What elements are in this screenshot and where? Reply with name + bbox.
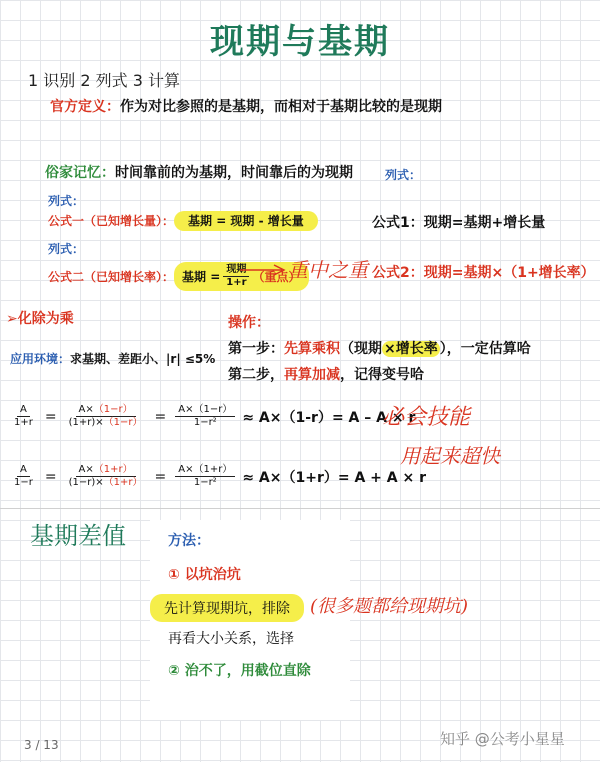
frac-den: 1+r: [226, 277, 247, 288]
method-1: ① 以坑治坑: [168, 567, 241, 583]
folk-line: [45, 162, 353, 182]
folk-label: 俗家记忆：: [45, 165, 115, 181]
definition-text: 作为对比参照的是基期，而相对于基期比较的是现期: [120, 99, 442, 115]
steps-line: 1 识别 2 列式 3 计算: [28, 71, 180, 90]
page-title: 现期与基期: [210, 22, 390, 62]
eq2-f2-den-a: (1−r)×: [68, 477, 104, 488]
formula-two-note: （重点）: [252, 270, 301, 284]
eq1-f2-num-a: A×: [78, 404, 94, 415]
formula-2-text: 现期=基期×（1+增长率）: [423, 265, 595, 281]
step2-key: 再算加减: [284, 367, 340, 383]
eq2-f2-den-b: （1+r）: [103, 477, 143, 488]
formula-two-label: 公式二（已知增长率）：: [48, 270, 175, 284]
step1-hl: ×增长率: [384, 341, 438, 357]
page-number: 3 / 13: [24, 738, 59, 752]
method-1-detail2: 再看大小关系，选择: [168, 631, 294, 647]
formula-one: [48, 212, 318, 229]
eq2-f3-num: A×（1+r）: [175, 464, 235, 477]
lieshi-label-2: 列式：: [48, 242, 85, 256]
division-heading: ➢化除为乘: [6, 311, 74, 327]
formula-2: [372, 262, 595, 282]
definition-label: 官方定义：: [50, 99, 120, 115]
definition-line: [50, 96, 442, 116]
section-divider: [0, 508, 600, 509]
eq1-f1-den: 1+r: [14, 417, 33, 428]
eq1-f2-den-b: （1−r）: [103, 417, 143, 428]
step2-end: ，记得变号哈: [340, 367, 424, 383]
formula-1-text: 现期=基期+增长量: [423, 215, 546, 231]
formula-2-label: 公式2：: [372, 265, 424, 281]
eq2-f1-num: A: [17, 464, 30, 477]
formula-one-label: 公式一（已知增长量）：: [48, 214, 175, 228]
method-label: 方法：: [168, 533, 210, 549]
step1-key: 先算乘积: [284, 341, 340, 357]
env-text: 求基期、差距小、|r| ≤5%: [70, 352, 216, 366]
eq2-f3-den: 1−r²: [193, 477, 217, 488]
folk-text: 时间靠前的为基期，时间靠后的为现期: [115, 165, 353, 181]
step1-label: 第一步：: [228, 341, 284, 357]
eq1-f2-den-a: (1+r)×: [68, 417, 104, 428]
eq2-tail: ≈ A×（1+r）= A + A × r: [242, 469, 426, 486]
arrow-icon: [238, 262, 288, 278]
formula-two-prefix: 基期 =: [182, 270, 221, 284]
handwriting-skill1: 必会技能: [382, 405, 471, 430]
formula-1: [372, 212, 545, 232]
env-line: [10, 350, 215, 367]
handwriting-note: (很多题都给现期坑): [310, 596, 469, 617]
step1-mid: （现期: [340, 341, 382, 357]
operation-step1: [228, 338, 531, 358]
eq2-f2-num-b: （1+r）: [93, 464, 133, 475]
eq2-f2-num-a: A×: [78, 464, 94, 475]
step1-end: ），一定估算哈: [439, 341, 531, 357]
lieshi-label-1: 列式：: [48, 194, 85, 208]
eq1-f2-num-b: （1−r）: [93, 404, 133, 415]
formula-one-text: 基期 = 现期 - 增长量: [174, 211, 318, 231]
frac-num: 现期: [223, 264, 249, 277]
method-1-detail: 先计算现期坑，排除: [150, 594, 304, 622]
handwriting-zhong: 重中之重: [288, 258, 368, 282]
eq1-tail: ≈ A×（1-r）= A – A × r: [242, 409, 416, 426]
equation-1: $\frac{A}{1+r}$ = $\frac{A\times(1-r)}{(1+r)\times(1-r)}$ = $\frac{A\times(1-r)}{\text{1−r²}}$ ≈ A×（1-r）= A – A × r: [8, 404, 415, 429]
eq1-f1-num: A: [17, 404, 30, 417]
eq1-f3-den: 1−r²: [193, 417, 217, 428]
env-label: 应用环境：: [10, 352, 71, 366]
operation-step2: [228, 364, 424, 384]
method-2: ② 治不了，用截位直除: [168, 663, 311, 679]
section2-title: 基期差值: [30, 522, 126, 550]
equation-2: $\frac{A}{1-r}$ = $\frac{A\times(1+r)}{(1-r)\times(1+r)}$ = $\frac{A\times(1+r)}{\text{1−r²}}$ ≈ A×（1+r）= A + A × r: [8, 464, 426, 489]
handwriting-skill2: 用起来超快: [400, 444, 500, 468]
operation-title: 操作：: [228, 315, 270, 331]
eq1-f3-num: A×（1−r）: [175, 404, 235, 417]
formula-1-label: 公式1：: [372, 215, 424, 231]
lieshi-label-right: 列式：: [385, 168, 422, 182]
eq2-f1-den: 1−r: [14, 477, 33, 488]
watermark: 知乎 @公考小星星: [440, 730, 565, 748]
step2-label: 第二步，: [228, 367, 284, 383]
